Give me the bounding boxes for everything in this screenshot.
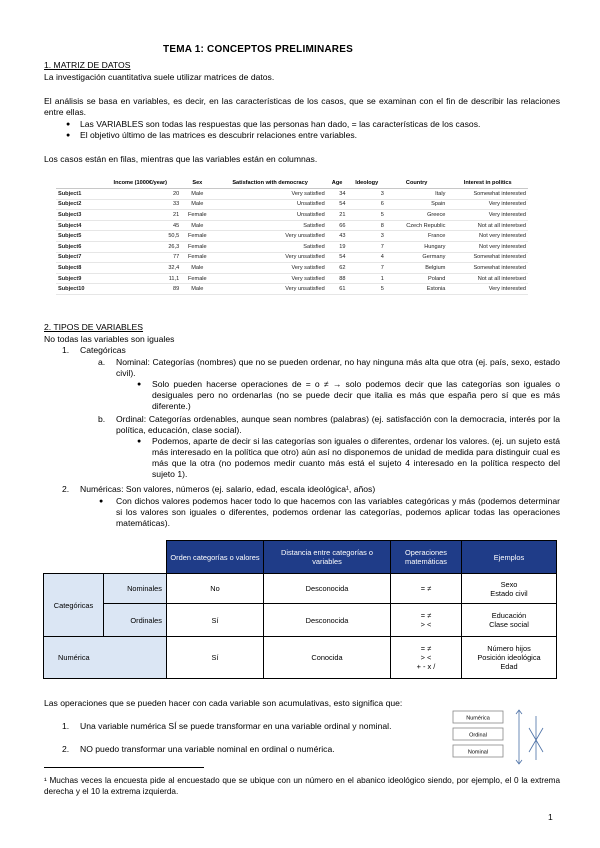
s1-paragraph-3: Los casos están en filas, mientras que las variables están en columnas.: [44, 154, 318, 164]
table-cell: 3: [347, 231, 385, 242]
ops-paragraph: Las operaciones que se pueden hacer con cada variable son acumulativas, esto significa que:: [44, 698, 403, 708]
table-cell: Germany: [386, 252, 448, 263]
row-subject-label: Subject5: [56, 231, 99, 242]
table-cell: Greece: [386, 210, 448, 221]
table-cell: 62: [327, 263, 348, 274]
table-cell: Male: [181, 284, 213, 295]
list-letter: b.: [98, 414, 106, 424]
table-row: [56, 199, 528, 210]
header-operaciones: Operaciones matemáticas: [391, 541, 462, 574]
row-subject-label: Subject2: [56, 199, 99, 210]
cell-orden: Sí: [167, 604, 264, 637]
header-distancia: Distancia entre categorías o variables: [264, 541, 391, 574]
table-cell: 26,3: [99, 241, 181, 252]
table-cell: Female: [181, 241, 213, 252]
table-cell: 5: [347, 284, 385, 295]
page-number: 1: [548, 812, 553, 822]
s1-bullet-2: El objetivo último de las matrices es descubrir relaciones entre variables.: [80, 130, 358, 140]
table-row: [56, 210, 528, 221]
cell-distancia: Conocida: [264, 637, 391, 679]
table-cell: 20: [99, 189, 181, 200]
column-header: Ideology: [347, 178, 385, 189]
numericas-bullet: Con dichos valores podemos hacer todo lo que hacemos con las variables categóricas y más (podemos determinar si los valores son iguales o diferentes, podemos ordenar las categorías, podemos aplicar todas las operaciones matemáticas).: [116, 496, 560, 528]
row-label-ordinales: Ordinales: [104, 604, 167, 637]
variable-types-table: [43, 540, 557, 679]
table-header-row: [56, 178, 528, 189]
table-cell: Not at all interetsed: [447, 273, 528, 284]
s1-bullet-1: Las VARIABLES son todas las respuestas que las personas han dado, = las características de los casos.: [80, 119, 481, 129]
table-row: [56, 252, 528, 263]
footnote-separator: [44, 767, 204, 768]
table-cell: Satisfied: [213, 220, 326, 231]
table-cell: Very unsatisfied: [213, 284, 326, 295]
table-cell: Very unsatisfied: [213, 231, 326, 242]
table-row: [56, 284, 528, 295]
ordinal-bullet: Podemos, aparte de decir si las categorías son iguales o diferentes, ordenar los valores. (ej. un sujeto está más interesado en la política que otro) aún así no disponemos de unidad de medida para distinguir cual es más que la otra (no podemos medir cuanto más está el sujeto 4 interesado en la política respecto del sujeto 1).: [152, 436, 560, 479]
table-cell: 33: [99, 199, 181, 210]
table-row: [56, 241, 528, 252]
cell-distancia: Desconocida: [264, 604, 391, 637]
table-cell: Male: [181, 263, 213, 274]
table-row: [56, 263, 528, 274]
row-subject-label: Subject1: [56, 189, 99, 200]
row-label-numerica: Numérica: [44, 637, 167, 679]
table-cell: 32,4: [99, 263, 181, 274]
cell-ejemplos: Número hijos Posición ideológica Edad: [462, 637, 557, 679]
diagram-label: Nominal: [467, 749, 489, 756]
table-cell: Italy: [386, 189, 448, 200]
cell-ops: = ≠: [391, 574, 462, 604]
table-cell: Not very interested: [447, 231, 528, 242]
cell-ops: = ≠ > < + - x /: [391, 637, 462, 679]
cell-orden: No: [167, 574, 264, 604]
table-cell: 54: [327, 199, 348, 210]
ops-item-2: NO puedo transformar una variable nominal en ordinal o numérica.: [80, 744, 335, 754]
row-subject-label: Subject8: [56, 263, 99, 274]
table-cell: Hungary: [386, 241, 448, 252]
nominal-text: Nominal: Categorías (nombres) que no se pueden ordenar, no hay ninguna más alta que otra (ej. país, sexo, estado civil).: [116, 357, 560, 378]
table-cell: Female: [181, 273, 213, 284]
row-label-nominales: Nominales: [104, 574, 167, 604]
section2-heading: 2. TIPOS DE VARIABLES: [44, 322, 144, 332]
cell-ejemplos: Sexo Estado civil: [462, 574, 557, 604]
list-number: 1.: [62, 345, 70, 355]
table-cell: Not at all interetsed: [447, 220, 528, 231]
table-cell: 88: [327, 273, 348, 284]
table-cell: 21: [327, 210, 348, 221]
bullet-icon: ●: [137, 438, 142, 445]
table-cell: Unsatisfied: [213, 199, 326, 210]
diagram-label: Ordinal: [469, 732, 487, 739]
page-title: TEMA 1: CONCEPTOS PRELIMINARES: [163, 44, 353, 55]
categoricas-label: Categóricas: [44, 574, 104, 637]
column-header: Income (1000€/year): [99, 178, 181, 189]
table-cell: Spain: [386, 199, 448, 210]
list-number: 1.: [62, 721, 70, 731]
cell-orden: Sí: [167, 637, 264, 679]
table-cell: 7: [347, 241, 385, 252]
table-cell: Very satisfied: [213, 263, 326, 274]
nominal-bullet: Solo pueden hacerse operaciones de = o ≠ → solo podemos decir que las categorías son iguales o desiguales pero no ordenarlas (no se puede decir que italia es más que españa pero sí que es más diferente.): [152, 379, 560, 411]
table-cell: Female: [181, 231, 213, 242]
table-cell: Not very interested: [447, 241, 528, 252]
s1-paragraph-2: El análisis se basa en variables, es decir, en las características de los casos, que se examinan con el fin de describir las relaciones entre ellas.: [44, 96, 560, 117]
table-cell: 6: [347, 199, 385, 210]
cell-ejemplos: Educación Clase social: [462, 604, 557, 637]
table-cell: Somewhat interested: [447, 263, 528, 274]
table-cell: 21: [99, 210, 181, 221]
diagram-label: Numérica: [466, 715, 490, 722]
categoricas-title: Categóricas: [80, 345, 126, 355]
numericas-text: Numéricas: Son valores, números (ej. salario, edad, escala ideológica¹, años): [80, 484, 376, 494]
table-cell: Unsatisfied: [213, 210, 326, 221]
table-row: [56, 273, 528, 284]
bullet-icon: ●: [99, 498, 104, 505]
bullet-icon: ●: [137, 381, 142, 388]
s1-paragraph-1: La investigación cuantitativa suele utilizar matrices de datos.: [44, 72, 275, 82]
table-cell: 43: [327, 231, 348, 242]
table-cell: 89: [99, 284, 181, 295]
table-cell: Female: [181, 252, 213, 263]
table-cell: Very satisfied: [213, 273, 326, 284]
bullet-icon: ●: [66, 121, 71, 128]
table-cell: Male: [181, 189, 213, 200]
header-ejemplos: Ejemplos: [462, 541, 557, 574]
table-cell: 4: [347, 252, 385, 263]
s2-intro: No todas las variables son iguales: [44, 334, 175, 344]
table-cell: Very unsatisfied: [213, 252, 326, 263]
table-cell: Very interested: [447, 210, 528, 221]
row-subject-label: Subject9: [56, 273, 99, 284]
row-subject-label: Subject3: [56, 210, 99, 221]
table-cell: 19: [327, 241, 348, 252]
table-cell: 1: [347, 273, 385, 284]
table-cell: Estonia: [386, 284, 448, 295]
table-cell: 5: [347, 210, 385, 221]
table-cell: 61: [327, 284, 348, 295]
table-cell: 34: [327, 189, 348, 200]
cell-ops: = ≠ > <: [391, 604, 462, 637]
column-header: Age: [327, 178, 348, 189]
table-cell: 45: [99, 220, 181, 231]
column-header: Satisfaction with democracy: [213, 178, 326, 189]
table-row: [56, 189, 528, 200]
cell-distancia: Desconocida: [264, 574, 391, 604]
table-cell: Satisfied: [213, 241, 326, 252]
table-cell: Poland: [386, 273, 448, 284]
footnote: ¹ Muchas veces la encuesta pide al encuestado que se ubique con un número en el abanico ideológico siendo, por ejemplo, el 0 la extrema derecha y el 10 la extrema izquierda.: [44, 776, 560, 796]
ordinal-text: Ordinal: Categorías ordenables, aunque sean nombres (palabras) (ej. satisfacción con la democracia, interés por la política, educación, clase social).: [116, 414, 560, 435]
table-cell: 66: [327, 220, 348, 231]
table-cell: Czech Republic: [386, 220, 448, 231]
table-cell: Male: [181, 220, 213, 231]
row-subject-label: Subject4: [56, 220, 99, 231]
table-cell: Female: [181, 210, 213, 221]
column-header: Country: [386, 178, 448, 189]
diagram-arrows-icon: [516, 710, 543, 764]
table-cell: 50,5: [99, 231, 181, 242]
table-corner: [44, 541, 167, 574]
table-cell: 7: [347, 263, 385, 274]
table-cell: 3: [347, 189, 385, 200]
header-orden: Orden categorías o valores: [167, 541, 264, 574]
table-cell: Very interested: [447, 284, 528, 295]
table-cell: France: [386, 231, 448, 242]
ops-item-1: Una variable numérica SÍ se puede transformar en una variable ordinal y nominal.: [80, 721, 392, 731]
column-header: Sex: [181, 178, 213, 189]
table-cell: Very interested: [447, 199, 528, 210]
column-header: [56, 178, 99, 189]
data-matrix-table: [56, 178, 528, 295]
list-number: 2.: [62, 484, 70, 494]
section1-heading: 1. MATRIZ DE DATOS: [44, 60, 131, 70]
table-cell: 77: [99, 252, 181, 263]
variable-transform-diagram: [451, 708, 559, 768]
row-subject-label: Subject7: [56, 252, 99, 263]
row-subject-label: Subject10: [56, 284, 99, 295]
table-cell: Somewhat interested: [447, 252, 528, 263]
table-row: [56, 231, 528, 242]
table-cell: 8: [347, 220, 385, 231]
row-subject-label: Subject6: [56, 241, 99, 252]
table-cell: Very satisfied: [213, 189, 326, 200]
table-cell: 54: [327, 252, 348, 263]
column-header: Interest in politics: [447, 178, 528, 189]
table-cell: Male: [181, 199, 213, 210]
table-cell: Somewhat interested: [447, 189, 528, 200]
bullet-icon: ●: [66, 132, 71, 139]
list-letter: a.: [98, 357, 106, 367]
table-cell: 11,1: [99, 273, 181, 284]
table-row: [56, 220, 528, 231]
table-cell: Belgium: [386, 263, 448, 274]
list-number: 2.: [62, 744, 70, 754]
